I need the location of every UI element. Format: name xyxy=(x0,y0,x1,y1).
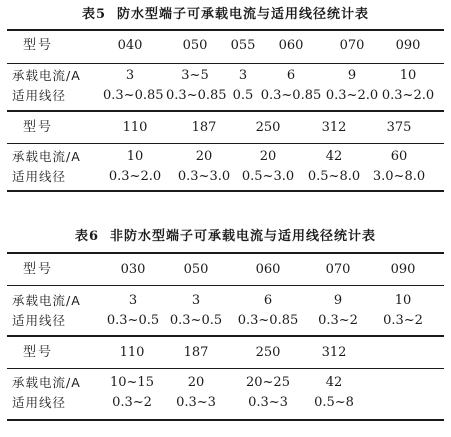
table-6-block-2-header-label: 型号 xyxy=(23,345,54,360)
table-5-block-2-model: 187 xyxy=(191,120,217,135)
table-6-block-1-current-label: 承载电流/A xyxy=(12,293,81,308)
table-5-block-1-model: 055 xyxy=(230,38,256,53)
table-6-bottom-rule xyxy=(7,419,444,421)
table-6-block-1-header-label: 型号 xyxy=(23,262,54,277)
table-5-block-2-gauge-value: 0.5~3.0 xyxy=(241,169,295,184)
table-5-block-1-current-value: 10 xyxy=(399,68,417,83)
table-6-block-1-header-rule xyxy=(7,285,444,286)
table-6-block-2-current-value: 42 xyxy=(325,375,343,390)
table-6-block-2-gauge-value: 0.3~3 xyxy=(176,395,216,410)
table-5-title: 防水型端子可承载电流与适用线径统计表 xyxy=(117,7,370,22)
table-5-block-1-model: 040 xyxy=(117,38,143,53)
table-6-block-2-header-rule xyxy=(7,368,444,369)
table-5-bottom-rule xyxy=(7,190,444,192)
table-5-block-1-model: 050 xyxy=(182,38,208,53)
table-6-title: 非防水型端子可承载电流与适用线径统计表 xyxy=(110,229,377,244)
table-5-block-2-current-value: 10 xyxy=(126,149,144,164)
table-5-block-1-gauge-value: 0.3~2.0 xyxy=(325,88,379,103)
table-6-block-1-model: 070 xyxy=(325,262,351,277)
table-6-block-2-gauge-label: 适用线径 xyxy=(12,395,67,410)
table-6-block-1-current-value: 3 xyxy=(128,293,138,308)
table-5-block-1-gauge-value: 0.3~0.85 xyxy=(103,88,164,103)
table-5-block-2-current-label: 承载电流/A xyxy=(12,149,81,164)
table-6-block-1-current-value: 10 xyxy=(394,293,412,308)
table-6-block-1-model: 050 xyxy=(183,262,209,277)
table-6-block-1-current-value: 3 xyxy=(191,293,201,308)
table-5-block-1-gauge-value: 0.5 xyxy=(232,88,254,103)
table-6-block-2-model: 312 xyxy=(321,345,347,360)
table-6-block-2-gauge-value: 0.3~3 xyxy=(248,395,288,410)
table-6-block-1-gauge-value: 0.3~0.5 xyxy=(169,313,223,328)
table-5-caption xyxy=(0,7,451,23)
table-6-block-1-current-value: 9 xyxy=(333,293,343,308)
table-5-block-2-current-value: 42 xyxy=(325,149,343,164)
table-5-block-1-header-rule xyxy=(7,63,444,64)
table-5-block-2-gauge-value: 0.5~8.0 xyxy=(307,169,361,184)
table-5-number: 表5 xyxy=(81,7,106,22)
table-6-block-2-model: 187 xyxy=(183,345,209,360)
table-6-block-1-gauge-value: 0.3~2 xyxy=(383,313,423,328)
table-5-block-2-gauge-value: 0.3~2.0 xyxy=(108,169,162,184)
table-5-block-2-gauge-value: 3.0~8.0 xyxy=(372,169,426,184)
table-5-block-1-gauge-value: 0.3~2.0 xyxy=(381,88,435,103)
table-5-block-2-current-value: 60 xyxy=(390,149,408,164)
table-6-block-1-gauge-value: 0.3~0.5 xyxy=(106,313,160,328)
table-6-caption xyxy=(0,229,451,245)
table-5-block-2-current-value: 20 xyxy=(259,149,277,164)
table-6-block-1-gauge-value: 0.3~2 xyxy=(318,313,358,328)
table-5-block-1-current-value: 9 xyxy=(347,68,357,83)
table-6-block-1-gauge-label: 适用线径 xyxy=(12,313,67,328)
table-5-block-2-header-label: 型号 xyxy=(23,120,54,135)
table-5-block-1-gauge-value: 0.3~0.85 xyxy=(260,88,322,103)
table-6-block-1-model: 090 xyxy=(390,262,416,277)
table-5-block-2-model: 375 xyxy=(386,120,412,135)
table-5-block-2-model: 250 xyxy=(255,120,281,135)
table-6-block-1-gauge-value: 0.3~0.85 xyxy=(237,313,299,328)
table-5-block-1-gauge-label: 适用线径 xyxy=(12,88,67,103)
table-5-block-1-gauge-value: 0.3~0.85 xyxy=(166,88,227,103)
table-5-block-2-model: 110 xyxy=(122,120,148,135)
table-5-block-2-current-value: 20 xyxy=(195,149,213,164)
table-5-block-1-current-label: 承载电流/A xyxy=(12,68,81,83)
table-5-block-1-current-value: 3 xyxy=(125,68,135,83)
table-6-block-1-model: 030 xyxy=(120,262,146,277)
table-6-block-2-current-value: 20 xyxy=(187,375,205,390)
table-5-block-2-gauge-label: 适用线径 xyxy=(12,169,67,184)
table-5-block-1-current-value: 3 xyxy=(238,68,248,83)
table-6-block-separator xyxy=(7,335,444,337)
table-6-top-rule xyxy=(7,252,444,254)
table-5-block-1-current-value: 3~5 xyxy=(181,68,209,83)
table-6-block-2-current-label: 承载电流/A xyxy=(12,375,81,390)
table-5-block-1-model: 090 xyxy=(395,38,421,53)
table-6-block-2-current-value: 10~15 xyxy=(110,375,154,390)
table-5-block-2-model: 312 xyxy=(321,120,347,135)
table-5-block-1-current-value: 6 xyxy=(286,68,296,83)
table-6-number: 表6 xyxy=(74,229,99,244)
table-5-block-1-model: 070 xyxy=(339,38,365,53)
table-6-block-1-model: 060 xyxy=(255,262,281,277)
table-6-block-2-model: 250 xyxy=(255,345,281,360)
table-5-top-rule xyxy=(7,29,444,31)
table-5-block-separator xyxy=(7,110,444,112)
table-6-block-2-gauge-value: 0.5~8 xyxy=(314,395,354,410)
table-6-block-2-current-value: 20~25 xyxy=(246,375,290,390)
table-6-block-2-gauge-value: 0.3~2 xyxy=(112,395,152,410)
table-5-block-2-gauge-value: 0.3~3.0 xyxy=(177,169,231,184)
table-5-block-1-model: 060 xyxy=(278,38,304,53)
table-6-block-1-current-value: 6 xyxy=(263,293,273,308)
table-6-block-2-model: 110 xyxy=(119,345,145,360)
table-5-block-2-header-rule xyxy=(7,143,444,144)
table-5-block-1-header-label: 型号 xyxy=(23,38,54,53)
